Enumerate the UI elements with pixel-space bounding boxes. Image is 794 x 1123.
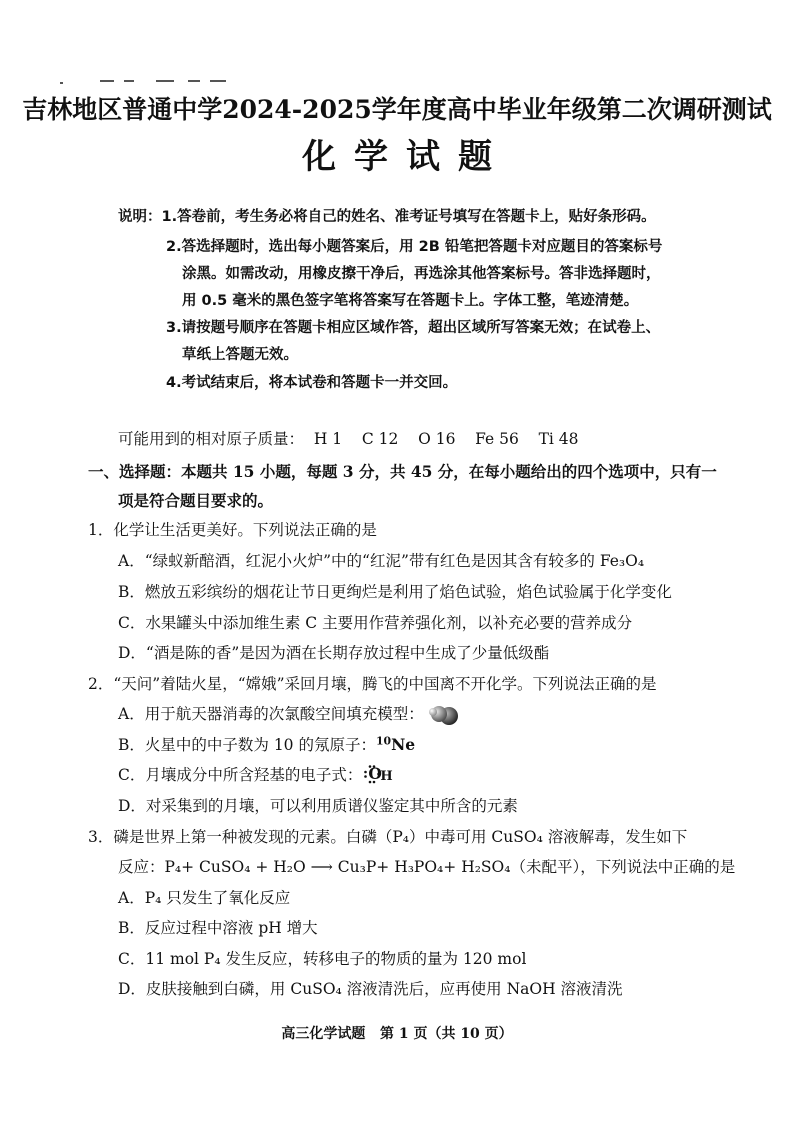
question-2-option-b-text: B．火星中的中子数为 10 的氖原子： — [118, 736, 376, 754]
instructions-item-3-line-2: 草纸上答题无效。 — [182, 347, 298, 363]
question-2-option-d: D．对采集到的月壤，可以利用质谱仪鉴定其中所含的元素 — [118, 797, 518, 815]
question-1-option-c: C．水果罐头中添加维生素 C 主要用作营养强化剂，以补充必要的营养成分 — [118, 614, 633, 632]
question-1-option-d: D．“酒是陈的香”是因为酒在长期存放过程中生成了少量低级酯 — [118, 644, 550, 662]
instructions-lead: 说明： — [118, 209, 162, 225]
neon-isotope — [376, 735, 415, 754]
exam-subject: 化学试题 — [302, 137, 510, 177]
question-3-option-b: B．反应过程中溶液 pH 增大 — [118, 919, 318, 937]
exam-title: 吉林地区普通中学2024-2025学年度高中毕业年级第二次调研测试 — [22, 95, 772, 124]
instructions-item-3-line-1: 3.请按题号顺序在答题卡相应区域作答，超出区域所写答案无效；在试卷上、 — [166, 320, 661, 336]
section-1-header-line-1: 一、选择题：本题共 15 小题，每题 3 分，共 45 分，在每小题给出的四个选项中，只有一 — [88, 462, 717, 481]
question-3-option-a: A．P₄ 只发生了氧化反应 — [118, 889, 291, 907]
question-1-option-b: B．燃放五彩缤纷的烟花让节日更绚烂是利用了焰色试验，焰色试验属于化学变化 — [118, 583, 672, 601]
question-2-option-a-text: A．用于航天器消毒的次氯酸空间填充模型： — [118, 705, 424, 723]
electron-formula-h: H — [380, 769, 393, 784]
question-3-option-c: C．11 mol P₄ 发生反应，转移电子的物质的量为 120 mol — [118, 950, 527, 968]
question-1-option-a: A．“绿蚁新醅酒，红泥小火炉”中的“红泥”带有红色是因其含有较多的 Fe₃O₄ — [118, 552, 645, 570]
question-3-option-d: D．皮肤接触到白磷，用 CuSO₄ 溶液清洗后，应再使用 NaOH 溶液清洗 — [118, 980, 623, 998]
page-footer: 高三化学试题 第 1 页（共 10 页） — [281, 1026, 513, 1042]
question-2-option-c-text: C．月壤成分中所含羟基的电子式： — [118, 766, 363, 784]
instructions-item-4: 4.考试结束后，将本试卷和答题卡一并交回。 — [166, 375, 458, 391]
electron-formula-o: O — [368, 764, 382, 783]
instructions-item-2-line-3: 用 0.5 毫米的黑色签字笔将答案写在答题卡上。字体工整，笔迹清楚。 — [182, 293, 639, 309]
question-2-option-a — [118, 702, 460, 726]
atomic-masses: 可能用到的相对原子质量： H 1 C 12 O 16 Fe 56 Ti 48 — [118, 430, 579, 448]
instructions-item-1 — [118, 205, 656, 226]
question-3-stem-line-1: 3．磷是世界上第一种被发现的元素。白磷（P₄）中毒可用 CuSO₄ 溶液解毒，发生如下 — [88, 828, 688, 846]
isotope-mass-number: 10 — [375, 734, 392, 748]
question-3-stem-line-2: 反应：P₄+ CuSO₄ + H₂O ⟶ Cu₃P+ H₃PO₄+ H₂SO₄（未配平），下列说法中正确的是 — [118, 858, 736, 876]
space-filling-model-icon — [426, 704, 460, 726]
question-2-option-b — [118, 733, 415, 755]
section-1-header-line-2: 项是符合题目要求的。 — [118, 491, 274, 510]
question-2-option-c — [118, 763, 393, 785]
hydroxyl-electron-formula — [364, 764, 392, 784]
instructions-item-2-line-2: 涂黑。如需改动，用橡皮擦干净后，再选涂其他答案标号。答非选择题时， — [182, 266, 661, 282]
isotope-symbol: Ne — [391, 735, 416, 754]
instructions-item1-text: 1.答卷前，考生务必将自己的姓名、准考证号填写在答题卡上，贴好条形码。 — [161, 209, 656, 225]
question-2-stem: 2．“天问”着陆火星，“嫦娥”采回月壤，腾飞的中国离不开化学。下列说法正确的是 — [88, 675, 657, 693]
question-1-stem: 1．化学让生活更美好。下列说法正确的是 — [88, 521, 377, 539]
instructions-item-2-line-1: 2.答选择题时，选出每小题答案后，用 2B 铅笔把答题卡对应题目的答案标号 — [166, 239, 663, 255]
